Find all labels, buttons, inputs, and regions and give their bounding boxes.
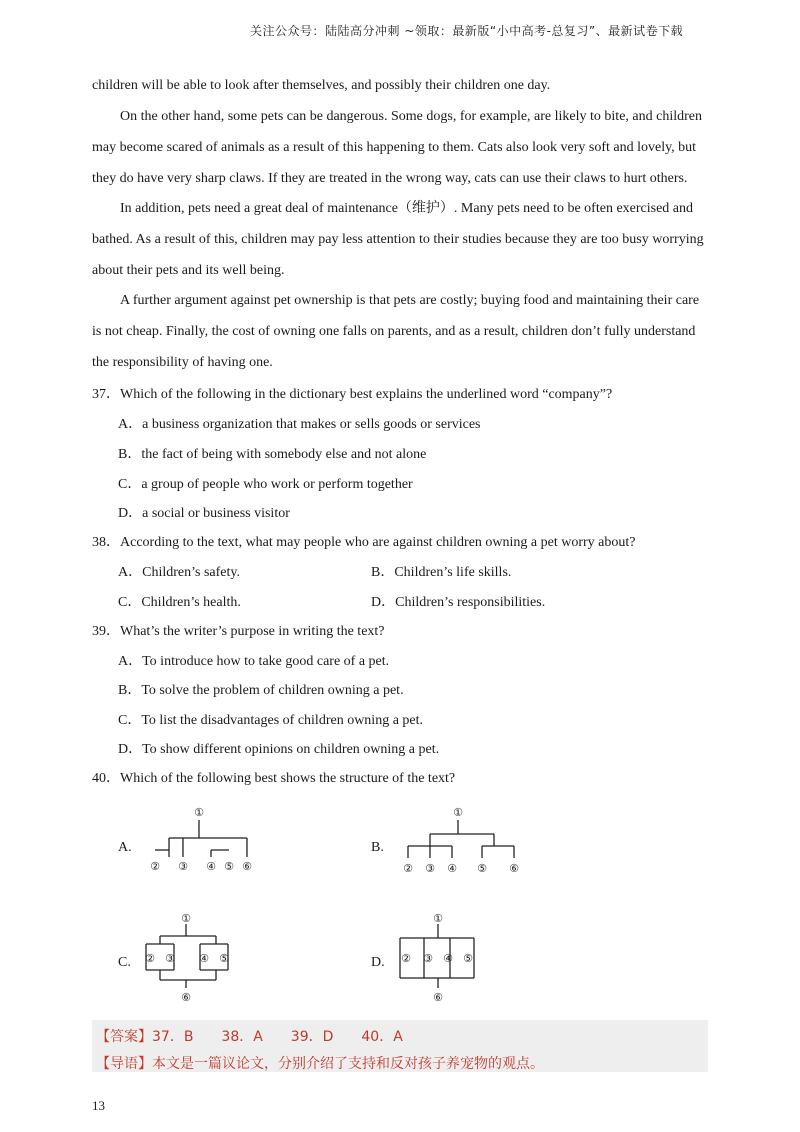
page-number: 13 bbox=[92, 1098, 105, 1113]
passage-line: A further argument against pet ownership is that pets are costly; buying food and maintaining their care bbox=[120, 293, 700, 308]
passage-paragraph-3 bbox=[92, 193, 710, 286]
diagram-node: ③ bbox=[165, 952, 175, 965]
question-37-stem: 37．Which of the following in the dictionary best explains the underlined word “company”? bbox=[92, 387, 613, 402]
diagram-node: ① bbox=[433, 912, 443, 925]
diagram-node: ⑥ bbox=[433, 991, 443, 1004]
diagram-node: ② bbox=[401, 952, 411, 965]
answer-line: 【答案】37．B 38．A 39．D 40．A bbox=[96, 1029, 403, 1045]
diagram-node: ③ bbox=[425, 862, 435, 875]
passage-line: the responsibility of having one. bbox=[92, 355, 273, 370]
diagram-node: ② bbox=[145, 952, 155, 965]
diagram-node: ⑤ bbox=[477, 862, 487, 875]
page-header: 关注公众号：陆陆高分冲刺 ~领取：最新版“小中高考-总复习”、最新试卷下载 bbox=[250, 24, 684, 38]
diagram-b-label: B. bbox=[371, 840, 384, 855]
diagram-a bbox=[143, 800, 258, 882]
question-40-stem: 40．Which of the following best shows the structure of the text? bbox=[92, 771, 456, 786]
passage-line: is not cheap. Finally, the cost of owning one falls on parents, and as a result, children don’t fully understand bbox=[92, 324, 696, 339]
diagram-node: ⑥ bbox=[181, 991, 191, 1004]
diagram-node: ② bbox=[150, 860, 160, 873]
question-39-option-b: B．To solve the problem of children owning a pet. bbox=[118, 683, 404, 698]
passage-line: bathed. As a result of this, children may pay less attention to their studies because they are too busy worrying bbox=[92, 232, 704, 247]
diagram-node: ② bbox=[403, 862, 413, 875]
passage-paragraph-1 bbox=[92, 70, 710, 101]
question-38-option-d: D．Children’s responsibilities. bbox=[371, 595, 546, 610]
question-39-option-d: D．To show different opinions on children owning a pet. bbox=[118, 742, 440, 757]
question-37-option-a: A．a business organization that makes or sells goods or services bbox=[118, 417, 481, 432]
diagram-node: ④ bbox=[447, 862, 457, 875]
passage-line: On the other hand, some pets can be dangerous. Some dogs, for example, are likely to bite, and children bbox=[120, 109, 702, 124]
question-37-option-d: D．a social or business visitor bbox=[118, 506, 290, 521]
question-39-option-a: A．To introduce how to take good care of a pet. bbox=[118, 654, 390, 669]
diagram-d bbox=[394, 908, 484, 1004]
passage-line: about their pets and its well being. bbox=[92, 263, 285, 278]
diagram-node: ⑥ bbox=[509, 862, 519, 875]
diagram-c bbox=[140, 908, 236, 1004]
passage-paragraph-4 bbox=[92, 285, 710, 378]
diagram-c-label: C. bbox=[118, 955, 131, 970]
diagram-node: ③ bbox=[178, 860, 188, 873]
diagram-node: ③ bbox=[423, 952, 433, 965]
question-37-option-b: B．the fact of being with somebody else and not alone bbox=[118, 447, 427, 462]
diagram-node: ④ bbox=[443, 952, 453, 965]
diagram-node: ① bbox=[453, 806, 463, 819]
guide-line: 【导语】本文是一篇议论文，分别介绍了支持和反对孩子养宠物的观点。 bbox=[96, 1056, 544, 1072]
diagram-node: ⑤ bbox=[224, 860, 234, 873]
question-38-option-c: C．Children’s health. bbox=[118, 595, 241, 610]
passage-line: they do have very sharp claws. If they are treated in the wrong way, cats can use their claws to hurt others. bbox=[92, 171, 688, 186]
passage-paragraph-2 bbox=[92, 101, 710, 194]
passage-line: In addition, pets need a great deal of maintenance（维护）. Many pets need to be often exercised and bbox=[120, 201, 694, 216]
question-39-option-c: C．To list the disadvantages of children owning a pet. bbox=[118, 713, 424, 728]
question-38-option-a: A．Children’s safety. bbox=[118, 565, 240, 580]
passage-line: may become scared of animals as a result of this happening to them. Cats also look very soft and lovely, but bbox=[92, 140, 697, 155]
diagram-d-label: D. bbox=[371, 955, 385, 970]
diagram-node: ⑤ bbox=[219, 952, 229, 965]
diagram-node: ④ bbox=[206, 860, 216, 873]
diagram-node: ① bbox=[194, 806, 204, 819]
passage-line: children will be able to look after themselves, and possibly their children one day. bbox=[92, 78, 551, 93]
diagram-node: ④ bbox=[199, 952, 209, 965]
diagram-a-label: A. bbox=[118, 840, 132, 855]
diagram-node: ⑥ bbox=[242, 860, 252, 873]
diagram-node: ⑤ bbox=[463, 952, 473, 965]
diagram-b bbox=[396, 800, 526, 882]
question-38-option-b: B．Children’s life skills. bbox=[371, 565, 512, 580]
question-39-stem: 39．What’s the writer’s purpose in writing the text? bbox=[92, 624, 385, 639]
question-38-stem: 38．According to the text, what may people who are against children owning a pet worry about? bbox=[92, 535, 636, 550]
diagram-node: ① bbox=[181, 912, 191, 925]
question-37-option-c: C．a group of people who work or perform together bbox=[118, 477, 413, 492]
